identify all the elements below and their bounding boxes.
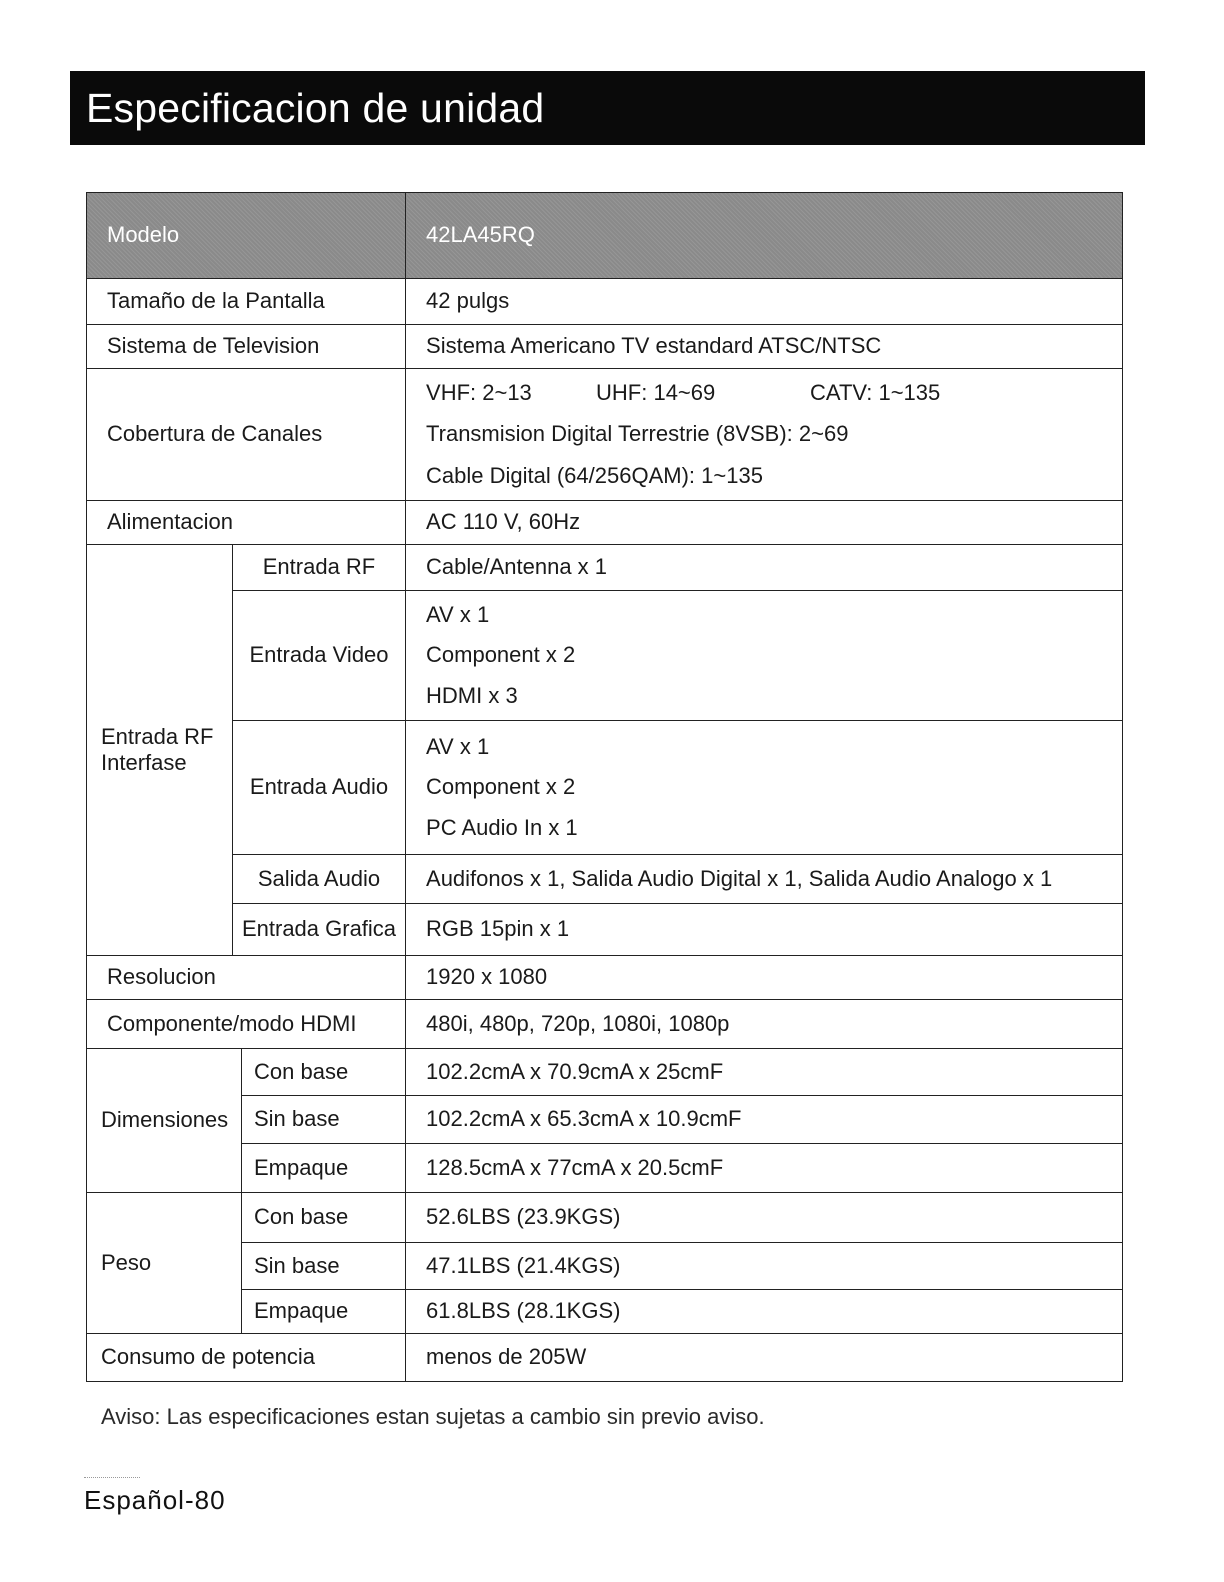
group-label-peso: Peso (87, 1193, 242, 1334)
sub-label: Con base (242, 1193, 406, 1243)
table-row (87, 1049, 1123, 1096)
table-row (87, 1243, 1123, 1290)
row-value (406, 369, 1123, 501)
row-value: 128.5cmA x 77cmA x 20.5cmF (406, 1144, 1123, 1193)
row-label: Componente/modo HDMI (87, 1000, 406, 1049)
vhf-range: VHF: 2~13 (426, 379, 532, 405)
table-header-row (87, 193, 1123, 279)
row-value: 102.2cmA x 65.3cmA x 10.9cmF (406, 1096, 1123, 1144)
table-row (87, 1193, 1123, 1243)
row-value: 480i, 480p, 720p, 1080i, 1080p (406, 1000, 1123, 1049)
row-label: Sistema de Television (87, 325, 406, 369)
row-value: Audifonos x 1, Salida Audio Digital x 1, Salida Audio Analogo x 1 (406, 855, 1123, 904)
sub-label: Entrada Grafica (233, 904, 406, 956)
row-value: 102.2cmA x 70.9cmA x 25cmF (406, 1049, 1123, 1096)
sub-label: Sin base (242, 1096, 406, 1144)
row-value: 47.1LBS (21.4KGS) (406, 1243, 1123, 1290)
table-row (87, 325, 1123, 369)
row-value: 42 pulgs (406, 279, 1123, 325)
table-row (87, 1096, 1123, 1144)
row-value: AC 110 V, 60Hz (406, 501, 1123, 545)
sub-label: Empaque (242, 1144, 406, 1193)
sub-label: Entrada RF (233, 545, 406, 591)
sub-label: Entrada Video (233, 591, 406, 721)
table-row (87, 1000, 1123, 1049)
header-value: 42LA45RQ (406, 193, 1123, 279)
table-row (87, 1290, 1123, 1334)
table-row (87, 369, 1123, 501)
row-value: Cable/Antenna x 1 (406, 545, 1123, 591)
row-value: AV x 1 Component x 2 PC Audio In x 1 (406, 721, 1123, 855)
table-row (87, 1334, 1123, 1382)
row-value: Sistema Americano TV estandard ATSC/NTSC (406, 325, 1123, 369)
sub-label: Entrada Audio (233, 721, 406, 855)
table-row (87, 591, 1123, 721)
table-row (87, 721, 1123, 855)
cable-digital: Cable Digital (64/256QAM): 1~135 (426, 462, 763, 488)
row-label: Consumo de potencia (87, 1334, 406, 1382)
sub-label: Empaque (242, 1290, 406, 1334)
page-number: Español-80 (84, 1485, 226, 1515)
group-label-interfase: Entrada RF Interfase (87, 545, 233, 956)
row-label: Cobertura de Canales (87, 369, 406, 501)
row-value: 61.8LBS (28.1KGS) (406, 1290, 1123, 1334)
row-value: menos de 205W (406, 1334, 1123, 1382)
table-row (87, 279, 1123, 325)
spec-table (86, 192, 1123, 1382)
group-label-dimensiones: Dimensiones (87, 1049, 242, 1193)
row-label: Alimentacion (87, 501, 406, 545)
table-row (87, 501, 1123, 545)
row-value: 1920 x 1080 (406, 956, 1123, 1000)
sub-label: Con base (242, 1049, 406, 1096)
uhf-range: UHF: 14~69 (596, 379, 716, 405)
row-label: Tamaño de la Pantalla (87, 279, 406, 325)
row-value: 52.6LBS (23.9KGS) (406, 1193, 1123, 1243)
table-row (87, 855, 1123, 904)
table-row (87, 956, 1123, 1000)
page-title: Especificacion de unidad (70, 71, 1145, 145)
divider (84, 1477, 140, 1478)
row-label: Resolucion (87, 956, 406, 1000)
header-label: Modelo (87, 193, 406, 279)
transmision-digital: Transmision Digital Terrestrie (8VSB): 2~69 (426, 421, 849, 447)
sub-label: Salida Audio (233, 855, 406, 904)
table-row (87, 1144, 1123, 1193)
row-value: AV x 1 Component x 2 HDMI x 3 (406, 591, 1123, 721)
sub-label: Sin base (242, 1243, 406, 1290)
notice-text: Aviso: Las especificaciones estan sujetas a cambio sin previo aviso. (101, 1404, 765, 1429)
table-row (87, 545, 1123, 591)
row-value: RGB 15pin x 1 (406, 904, 1123, 956)
table-row (87, 904, 1123, 956)
catv-range: CATV: 1~135 (810, 379, 941, 405)
